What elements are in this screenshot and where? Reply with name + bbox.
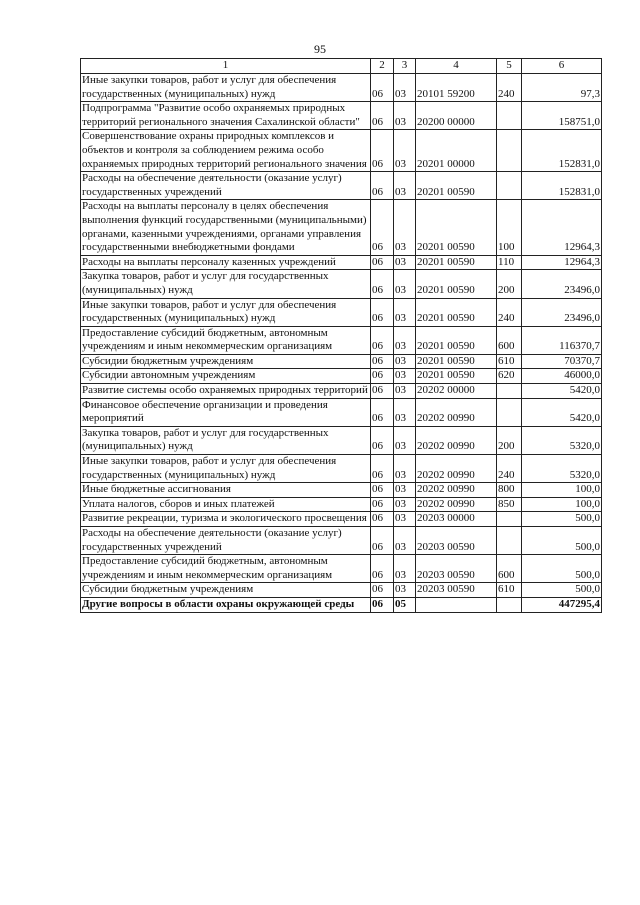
table-row bbox=[81, 497, 602, 512]
table-row bbox=[81, 255, 602, 270]
row-expense-type bbox=[497, 172, 522, 200]
row-target-code: 20203 00590 bbox=[416, 555, 497, 583]
table-row bbox=[81, 369, 602, 384]
row-target-code: 20201 00000 bbox=[416, 130, 497, 172]
row-subsection: 03 bbox=[394, 200, 416, 255]
table-row bbox=[81, 102, 602, 130]
header-row bbox=[81, 59, 602, 74]
row-amount: 12964,3 bbox=[522, 200, 602, 255]
col-header-5: 5 bbox=[497, 59, 522, 74]
row-amount: 23496,0 bbox=[522, 270, 602, 298]
table-row bbox=[81, 298, 602, 326]
budget-table bbox=[80, 58, 602, 613]
row-expense-type: 240 bbox=[497, 74, 522, 102]
table-row bbox=[81, 455, 602, 483]
row-name: Подпрограмма "Развитие особо охраняемых природных территорий регионального значения Сахалинской области" bbox=[81, 102, 371, 130]
row-target-code: 20201 00590 bbox=[416, 326, 497, 354]
row-section: 06 bbox=[371, 298, 394, 326]
row-section: 06 bbox=[371, 354, 394, 369]
row-subsection: 03 bbox=[394, 555, 416, 583]
row-target-code: 20202 00990 bbox=[416, 497, 497, 512]
table-row bbox=[81, 326, 602, 354]
row-expense-type: 850 bbox=[497, 497, 522, 512]
row-name: Иные закупки товаров, работ и услуг для обеспечения государственных (муниципальных) нужд bbox=[81, 74, 371, 102]
row-subsection: 03 bbox=[394, 384, 416, 399]
row-expense-type: 610 bbox=[497, 583, 522, 598]
row-amount: 500,0 bbox=[522, 583, 602, 598]
row-amount: 97,3 bbox=[522, 74, 602, 102]
row-name: Развитие рекреации, туризма и экологического просвещения bbox=[81, 512, 371, 527]
row-expense-type bbox=[497, 512, 522, 527]
table-row bbox=[81, 483, 602, 498]
table-row bbox=[81, 583, 602, 598]
row-amount: 70370,7 bbox=[522, 354, 602, 369]
row-amount: 500,0 bbox=[522, 527, 602, 555]
row-name: Совершенствование охраны природных комплексов и объектов и контроля за соблюдением режима особо охраняемых природных территорий регионального значения bbox=[81, 130, 371, 172]
table-row bbox=[81, 130, 602, 172]
row-subsection: 05 bbox=[394, 597, 416, 612]
row-name: Расходы на выплаты персоналу казенных учреждений bbox=[81, 255, 371, 270]
row-section: 06 bbox=[371, 583, 394, 598]
row-target-code: 20202 00990 bbox=[416, 398, 497, 426]
row-amount: 158751,0 bbox=[522, 102, 602, 130]
row-section: 06 bbox=[371, 326, 394, 354]
row-amount: 5320,0 bbox=[522, 455, 602, 483]
row-subsection: 03 bbox=[394, 497, 416, 512]
row-section: 06 bbox=[371, 555, 394, 583]
row-target-code: 20101 59200 bbox=[416, 74, 497, 102]
row-target-code: 20202 00990 bbox=[416, 426, 497, 454]
row-expense-type: 600 bbox=[497, 326, 522, 354]
col-header-3: 3 bbox=[394, 59, 416, 74]
row-subsection: 03 bbox=[394, 512, 416, 527]
row-amount: 100,0 bbox=[522, 497, 602, 512]
table-row bbox=[81, 354, 602, 369]
row-section: 06 bbox=[371, 255, 394, 270]
row-name: Закупка товаров, работ и услуг для государственных (муниципальных) нужд bbox=[81, 270, 371, 298]
row-amount: 500,0 bbox=[522, 555, 602, 583]
row-subsection: 03 bbox=[394, 398, 416, 426]
row-section: 06 bbox=[371, 455, 394, 483]
col-header-4: 4 bbox=[416, 59, 497, 74]
row-target-code: 20201 00590 bbox=[416, 255, 497, 270]
row-subsection: 03 bbox=[394, 255, 416, 270]
row-expense-type bbox=[497, 102, 522, 130]
row-expense-type: 110 bbox=[497, 255, 522, 270]
table-row bbox=[81, 384, 602, 399]
row-target-code bbox=[416, 597, 497, 612]
row-expense-type bbox=[497, 398, 522, 426]
row-section: 06 bbox=[371, 172, 394, 200]
row-section: 06 bbox=[371, 426, 394, 454]
row-subsection: 03 bbox=[394, 326, 416, 354]
row-amount: 447295,4 bbox=[522, 597, 602, 612]
row-target-code: 20203 00590 bbox=[416, 583, 497, 598]
row-section: 06 bbox=[371, 398, 394, 426]
row-name: Расходы на обеспечение деятельности (оказание услуг) государственных учреждений bbox=[81, 527, 371, 555]
row-expense-type: 200 bbox=[497, 270, 522, 298]
row-amount: 5420,0 bbox=[522, 384, 602, 399]
row-amount: 116370,7 bbox=[522, 326, 602, 354]
row-section: 06 bbox=[371, 527, 394, 555]
row-amount: 100,0 bbox=[522, 483, 602, 498]
row-expense-type bbox=[497, 384, 522, 399]
row-expense-type bbox=[497, 130, 522, 172]
row-expense-type: 240 bbox=[497, 455, 522, 483]
row-name: Предоставление субсидий бюджетным, автономным учреждениям и иным некоммерческим организациям bbox=[81, 555, 371, 583]
row-subsection: 03 bbox=[394, 483, 416, 498]
col-header-6: 6 bbox=[522, 59, 602, 74]
row-expense-type bbox=[497, 527, 522, 555]
row-section: 06 bbox=[371, 512, 394, 527]
row-subsection: 03 bbox=[394, 426, 416, 454]
row-target-code: 20200 00000 bbox=[416, 102, 497, 130]
row-target-code: 20202 00990 bbox=[416, 483, 497, 498]
row-name: Иные бюджетные ассигнования bbox=[81, 483, 371, 498]
row-expense-type: 600 bbox=[497, 555, 522, 583]
row-subsection: 03 bbox=[394, 102, 416, 130]
row-name: Предоставление субсидий бюджетным, автономным учреждениям и иным некоммерческим организациям bbox=[81, 326, 371, 354]
table-row bbox=[81, 200, 602, 255]
page-number: 95 bbox=[314, 42, 326, 56]
row-expense-type: 800 bbox=[497, 483, 522, 498]
col-header-2: 2 bbox=[371, 59, 394, 74]
table-row bbox=[81, 270, 602, 298]
row-target-code: 20203 00590 bbox=[416, 527, 497, 555]
row-target-code: 20201 00590 bbox=[416, 200, 497, 255]
row-section: 06 bbox=[371, 384, 394, 399]
row-subsection: 03 bbox=[394, 369, 416, 384]
row-amount: 12964,3 bbox=[522, 255, 602, 270]
row-section: 06 bbox=[371, 74, 394, 102]
row-amount: 152831,0 bbox=[522, 172, 602, 200]
row-amount: 5320,0 bbox=[522, 426, 602, 454]
row-section: 06 bbox=[371, 497, 394, 512]
row-expense-type: 610 bbox=[497, 354, 522, 369]
row-section: 06 bbox=[371, 483, 394, 498]
row-amount: 5420,0 bbox=[522, 398, 602, 426]
row-amount: 46000,0 bbox=[522, 369, 602, 384]
row-name: Субсидии автономным учреждениям bbox=[81, 369, 371, 384]
row-expense-type: 200 bbox=[497, 426, 522, 454]
row-amount: 23496,0 bbox=[522, 298, 602, 326]
row-subsection: 03 bbox=[394, 270, 416, 298]
row-amount: 152831,0 bbox=[522, 130, 602, 172]
row-target-code: 20203 00000 bbox=[416, 512, 497, 527]
row-subsection: 03 bbox=[394, 583, 416, 598]
row-target-code: 20201 00590 bbox=[416, 354, 497, 369]
table-row bbox=[81, 527, 602, 555]
table-row bbox=[81, 555, 602, 583]
row-name: Другие вопросы в области охраны окружающей среды bbox=[81, 597, 371, 612]
row-subsection: 03 bbox=[394, 527, 416, 555]
row-name: Уплата налогов, сборов и иных платежей bbox=[81, 497, 371, 512]
row-section: 06 bbox=[371, 597, 394, 612]
row-name: Закупка товаров, работ и услуг для государственных (муниципальных) нужд bbox=[81, 426, 371, 454]
row-name: Расходы на обеспечение деятельности (оказание услуг) государственных учреждений bbox=[81, 172, 371, 200]
row-target-code: 20201 00590 bbox=[416, 369, 497, 384]
row-target-code: 20202 00990 bbox=[416, 455, 497, 483]
row-target-code: 20201 00590 bbox=[416, 270, 497, 298]
row-subsection: 03 bbox=[394, 354, 416, 369]
row-target-code: 20202 00000 bbox=[416, 384, 497, 399]
row-section: 06 bbox=[371, 200, 394, 255]
row-subsection: 03 bbox=[394, 298, 416, 326]
row-section: 06 bbox=[371, 130, 394, 172]
row-target-code: 20201 00590 bbox=[416, 298, 497, 326]
row-subsection: 03 bbox=[394, 455, 416, 483]
table-row bbox=[81, 597, 602, 612]
row-expense-type: 100 bbox=[497, 200, 522, 255]
row-subsection: 03 bbox=[394, 130, 416, 172]
row-section: 06 bbox=[371, 369, 394, 384]
table-row bbox=[81, 398, 602, 426]
row-name: Иные закупки товаров, работ и услуг для обеспечения государственных (муниципальных) нужд bbox=[81, 455, 371, 483]
row-name: Расходы на выплаты персоналу в целях обеспечения выполнения функций государственными (муниципальными) органами, казенными учреждениями, органами управления государственными внебюджетными фондами bbox=[81, 200, 371, 255]
row-section: 06 bbox=[371, 102, 394, 130]
col-header-1: 1 bbox=[81, 59, 371, 74]
row-subsection: 03 bbox=[394, 172, 416, 200]
row-amount: 500,0 bbox=[522, 512, 602, 527]
row-name: Иные закупки товаров, работ и услуг для обеспечения государственных (муниципальных) нужд bbox=[81, 298, 371, 326]
table-row bbox=[81, 172, 602, 200]
row-expense-type: 620 bbox=[497, 369, 522, 384]
row-name: Субсидии бюджетным учреждениям bbox=[81, 583, 371, 598]
row-expense-type bbox=[497, 597, 522, 612]
table-row bbox=[81, 74, 602, 102]
row-target-code: 20201 00590 bbox=[416, 172, 497, 200]
table-row bbox=[81, 426, 602, 454]
row-expense-type: 240 bbox=[497, 298, 522, 326]
row-name: Субсидии бюджетным учреждениям bbox=[81, 354, 371, 369]
row-name: Финансовое обеспечение организации и проведения мероприятий bbox=[81, 398, 371, 426]
row-subsection: 03 bbox=[394, 74, 416, 102]
table-row bbox=[81, 512, 602, 527]
row-section: 06 bbox=[371, 270, 394, 298]
row-name: Развитие системы особо охраняемых природных территорий bbox=[81, 384, 371, 399]
